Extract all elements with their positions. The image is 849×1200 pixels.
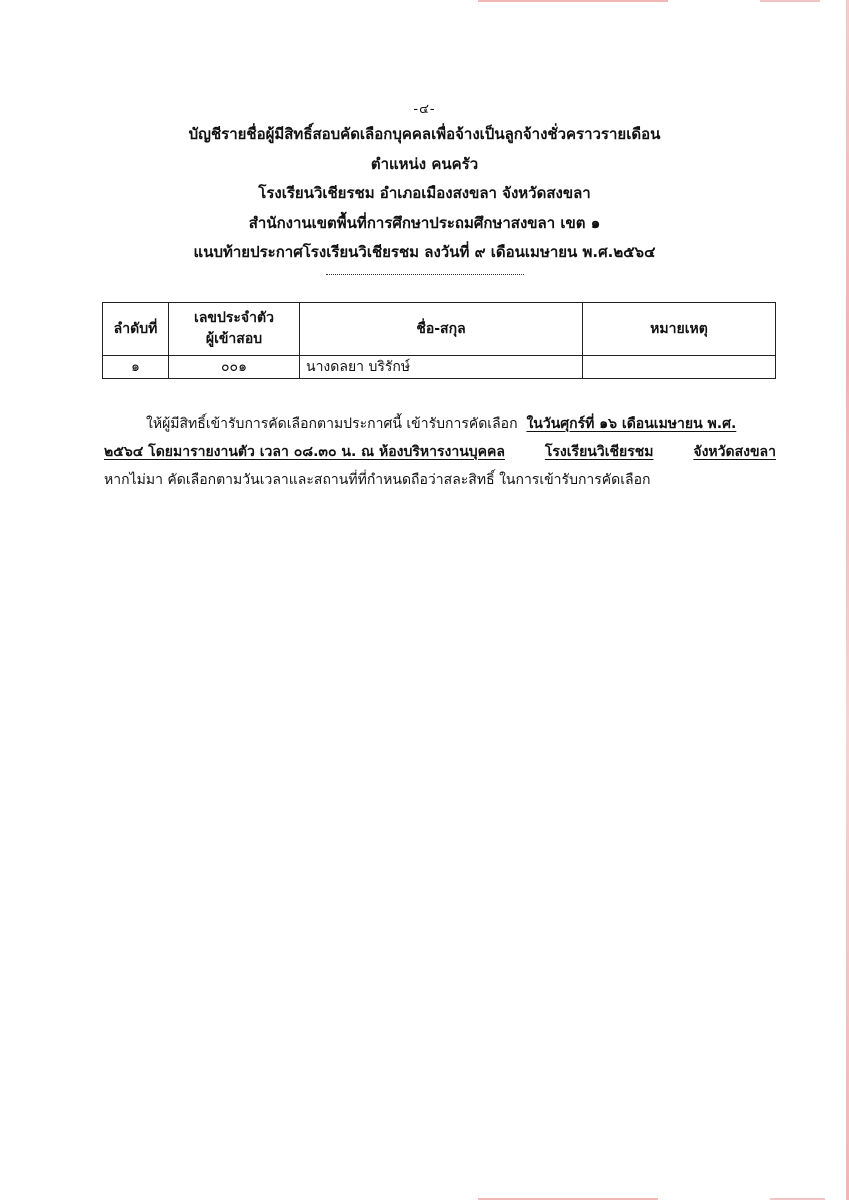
announcement-reference-line: แนบท้ายประกาศโรงเรียนวิเชียรชม ลงวันที่ ๙ เดือนเมษายน พ.ศ.๒๕๖๔ [193,243,656,261]
header-exam-id [169,303,300,356]
dotted-divider [326,270,524,275]
table-row [103,356,776,379]
office-line: สำนักงานเขตพื้นที่การศึกษาประถมศึกษาสงขลา เขต ๑ [248,213,601,232]
instructions-line-2 [104,438,776,466]
document-header [0,100,849,275]
cell-seq: ๑ [103,356,169,379]
cell-exam-id: ๐๐๑ [169,356,300,379]
cell-remark [583,356,776,379]
page-number: -๔- [413,102,436,117]
scan-edge-mark [478,0,668,2]
instructions-text: ให้ผู้มีสิทธิ์เข้ารับการคัดเลือกตามประกาศนี้ เข้ารับการคัดเลือก [146,416,518,432]
header-seq: ลำดับที่ [103,303,169,356]
eligible-candidates-table [102,302,776,379]
document-title: บัญชีรายชื่อผู้มีสิทธิ์สอบคัดเลือกบุคคลเพื่อจ้างเป็นลูกจ้างชั่วคราวรายเดือน [188,125,661,143]
instructions-line-3: หากไม่มา คัดเลือกตามวันเวลาและสถานที่ที่กำหนดถือว่าสละสิทธิ์ ในการเข้ารับการคัดเลือก [104,472,651,488]
report-time-place-emphasis: ๒๕๖๔ โดยมารายงานตัว เวลา ๐๘.๓๐ น. ณ ห้องบริหารงานบุคคล [104,444,505,460]
table-header-row [103,303,776,356]
cell-name: นางดลยา บริรักษ์ [300,356,583,379]
header-name: ชื่อ-สกุล [300,303,583,356]
header-exam-id-line2: ผู้เข้าสอบ [205,331,263,347]
province-emphasis: จังหวัดสงขลา [693,444,776,460]
header-exam-id-line1: เลขประจำตัว [194,310,274,326]
instructions-line-1 [104,410,776,438]
scan-edge-mark [760,0,820,2]
instructions-paragraph [104,410,776,494]
header-remark: หมายเหตุ [583,303,776,356]
school-name-emphasis: โรงเรียนวิเชียรชม [544,444,654,460]
position-line: ตำแหน่ง คนครัว [370,154,479,173]
exam-date-emphasis: ในวันศุกร์ที่ ๑๖ เดือนเมษายน พ.ศ. [526,416,737,432]
school-line: โรงเรียนวิเชียรชม อำเภอเมืองสงขลา จังหวัดสงขลา [258,184,591,202]
